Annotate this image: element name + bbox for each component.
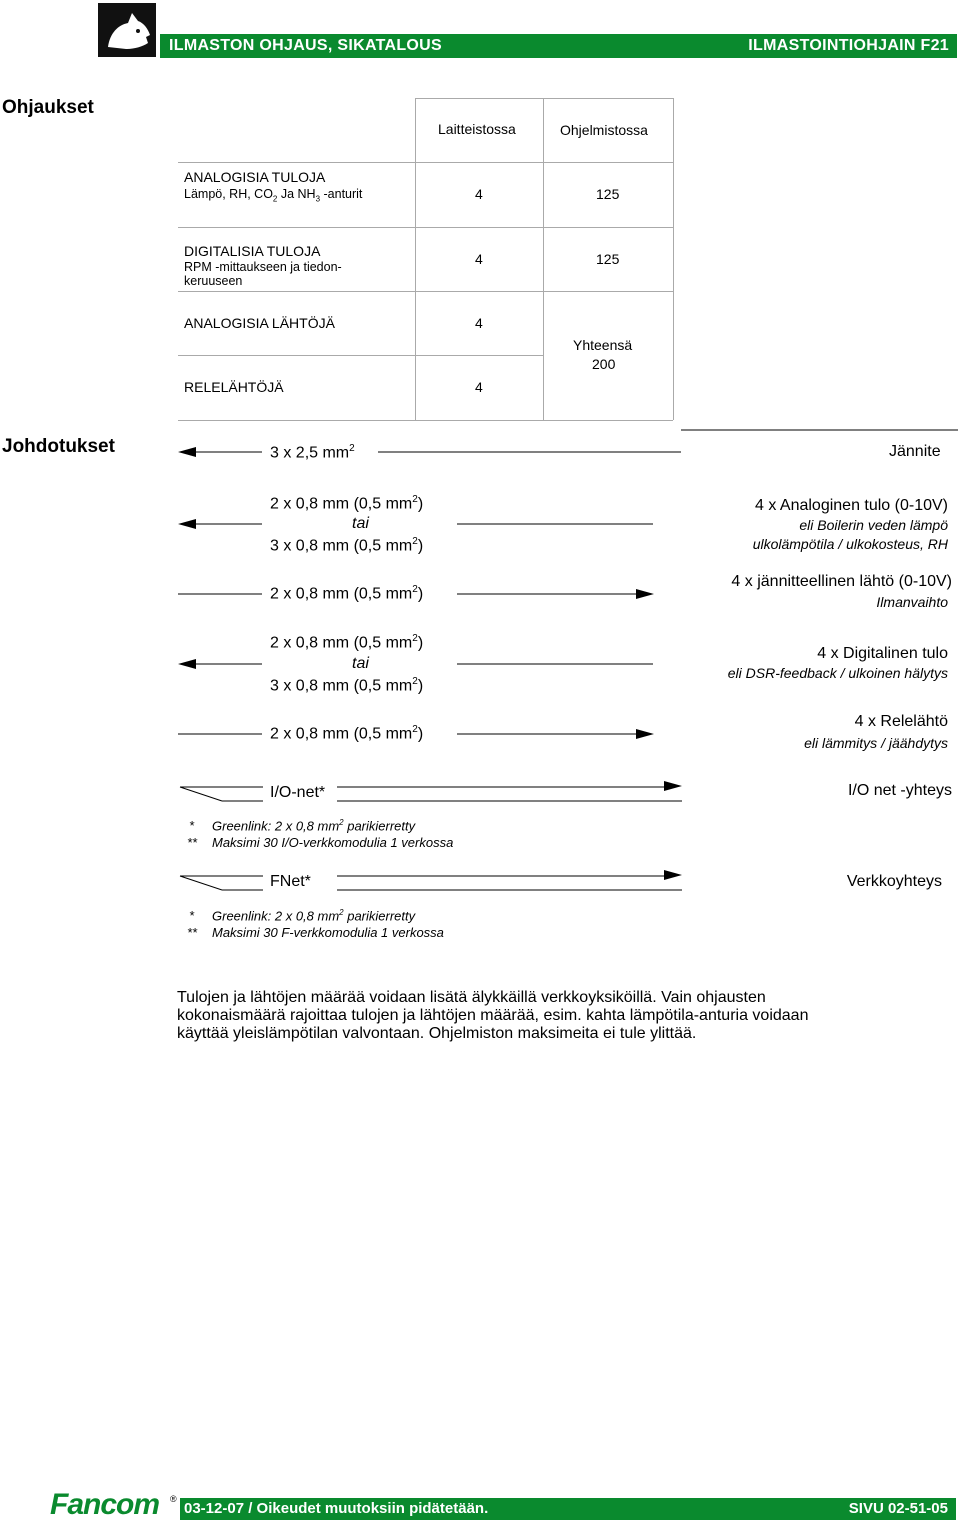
row-hardware-value: 4: [475, 315, 483, 331]
cable-spec: 3 x 0,8 mm (0,5 $mm^2$): [270, 676, 424, 695]
analog-in-desc: ulkolämpötila / ulkokosteus, RH: [752, 536, 948, 552]
row-hardware-value: 4: [475, 379, 483, 395]
col-header-software: Ohjelmistossa: [560, 122, 648, 138]
ionet-target: I/O net -yhteys: [847, 782, 952, 799]
row-title: RELELÄHTÖJÄ: [184, 379, 284, 395]
note-max-modules: Maksimi 30 I/O-verkkomodulia 1 verkossa: [212, 835, 454, 850]
note-double-star: **: [187, 835, 198, 850]
digital-in-title: 4 x Digitalinen tulo: [817, 645, 948, 662]
relay-title: 4 x Relelähtö: [854, 713, 948, 730]
total-label: Yhteensä: [573, 337, 633, 353]
relay-desc: eli lämmitys / jäähdytys: [804, 735, 948, 751]
row-subtitle-cont: keruuseen: [184, 274, 243, 288]
power-cable-label: 3 x 2,5 $mm^2$: [270, 443, 355, 462]
ionet-label: I/O-net*: [270, 784, 326, 801]
cable-spec: 2 x 0,8 mm (0,5 $mm^2$): [270, 633, 424, 652]
note-star: *: [189, 908, 195, 923]
header-left-title: ILMASTON OHJAUS, SIKATALOUS: [169, 37, 442, 54]
col-header-hardware: Laitteistossa: [438, 121, 516, 137]
header-right-title: ILMASTOINTIOHJAIN F21: [748, 37, 949, 54]
footer-left-text: 03-12-07 / Oikeudet muutoksiin pidätetään.: [184, 1500, 489, 1517]
row-hardware-value: 4: [475, 251, 483, 267]
section-title-wiring: Johdotukset: [2, 436, 115, 457]
row-title: ANALOGISIA LÄHTÖJÄ: [184, 315, 335, 331]
cable-spec: 3 x 0,8 mm (0,5 $mm^2$): [270, 536, 424, 555]
footer-bar: [180, 1498, 956, 1520]
note-double-star: **: [187, 925, 198, 940]
power-label: Jännite: [889, 443, 941, 460]
analog-out-title: 4 x jännitteellinen lähtö (0-10V): [731, 573, 952, 590]
fancom-logo: Fancom: [50, 1488, 160, 1521]
total-value: 200: [592, 356, 616, 372]
row-title: ANALOGISIA TULOJA: [184, 169, 326, 185]
row-subtitle: Lämpö, RH, $CO_2$ Ja $NH_3$ -anturit: [184, 187, 363, 204]
cable-or: tai: [352, 655, 369, 672]
cable-or: tai: [352, 515, 369, 532]
row-title: DIGITALISIA TULOJA: [184, 243, 321, 259]
analog-out-desc: Ilmanvaihto: [876, 594, 948, 610]
row-hardware-value: 4: [475, 186, 483, 202]
note-max-modules: Maksimi 30 F-verkkomodulia 1 verkossa: [212, 925, 444, 940]
note-greenlink: Greenlink: 2 x 0,8 $mm^2$ parikierretty: [212, 908, 416, 924]
fnet-target: Verkkoyhteys: [846, 873, 942, 890]
footer-page-number: SIVU 02-51-05: [848, 1500, 948, 1517]
row-subtitle: RPM -mittaukseen ja tiedon-: [184, 260, 342, 274]
cable-spec: 2 x 0,8 mm (0,5 $mm^2$): [270, 494, 424, 513]
fnet-label: FNet*: [270, 873, 311, 890]
cable-spec: 2 x 0,8 mm (0,5 $mm^2$): [270, 584, 424, 603]
row-software-value: 125: [596, 186, 620, 202]
cable-spec: 2 x 0,8 mm (0,5 $mm^2$): [270, 724, 424, 743]
analog-in-title: 4 x Analoginen tulo (0-10V): [754, 497, 948, 514]
info-paragraph: Tulojen ja lähtöjen määrää voidaan lisätä älykkäillä verkkoyksiköillä. Vain ohjausten kokonaismäärä rajoittaa tulojen ja lähtöjen määrää, esim. kahta lämpötila-anturia voidaan käyttää yleislämpötilan valvontaan. Ohjelmiston maksimeita ei tule ylittää.: [177, 989, 809, 1042]
row-software-value: 125: [596, 251, 620, 267]
note-greenlink: Greenlink: 2 x 0,8 $mm^2$ parikierretty: [212, 818, 416, 834]
analog-in-desc: eli Boilerin veden lämpö: [799, 517, 948, 533]
section-title-controls: Ohjaukset: [2, 97, 94, 118]
registered-mark: ®: [170, 1494, 177, 1504]
digital-in-desc: eli DSR-feedback / ulkoinen hälytys: [727, 665, 948, 681]
note-star: *: [189, 818, 195, 833]
